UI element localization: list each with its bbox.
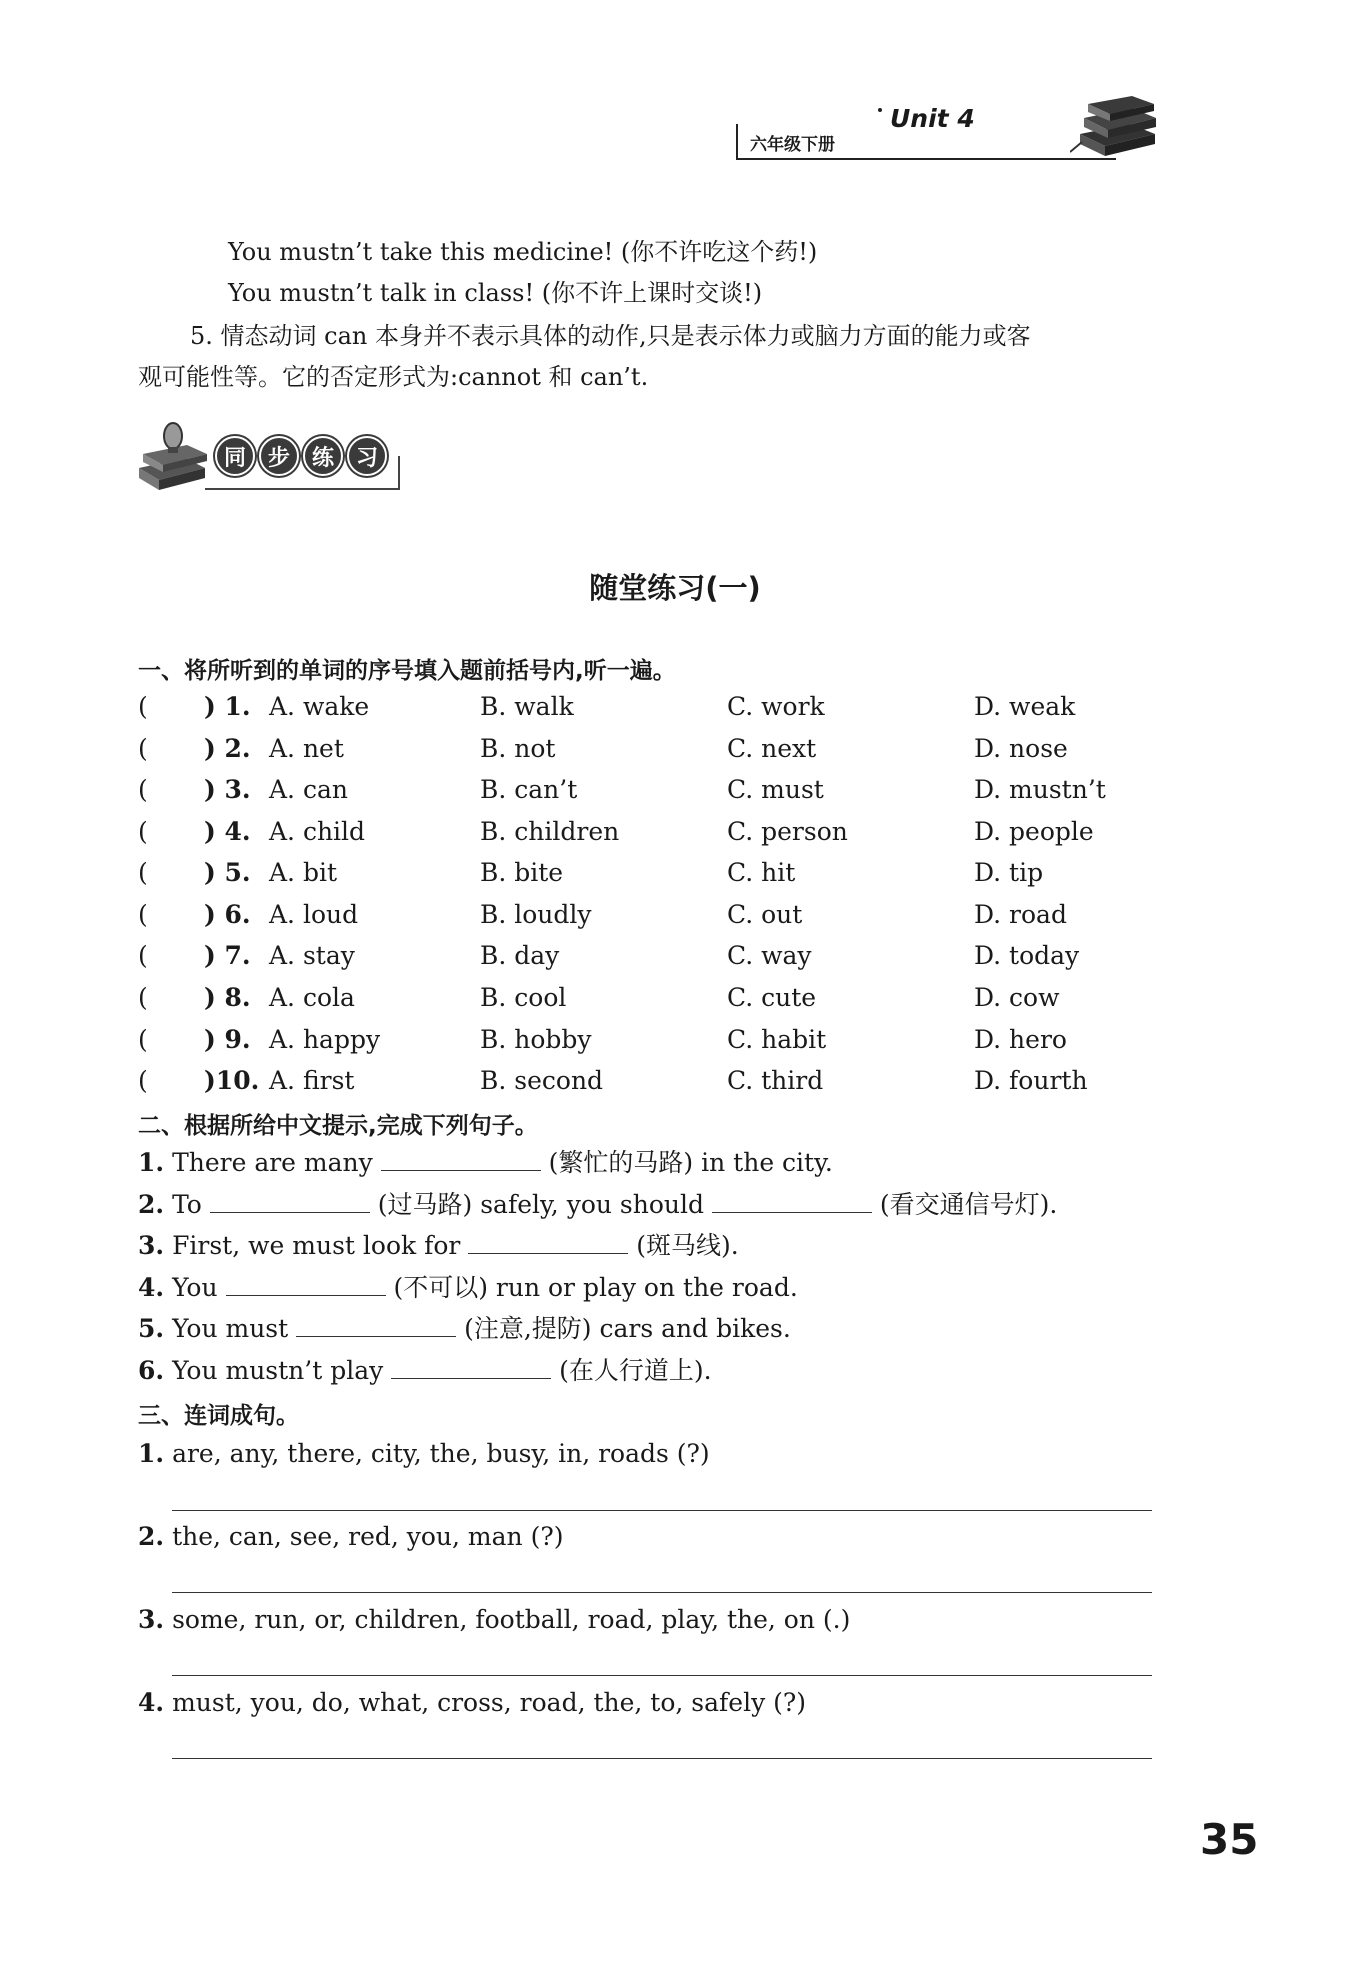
option-d: D. nose (974, 734, 1068, 763)
answer-blank[interactable] (468, 1231, 628, 1254)
option-c: C. person (727, 817, 848, 846)
section1-heading: 一、将所听到的单词的序号填入题前括号内,听一遍。 (138, 658, 676, 684)
option-b: B. can’t (480, 775, 578, 804)
option-a: A. cola (269, 983, 355, 1012)
paren-open: ( (138, 1025, 148, 1054)
answer-blank[interactable] (226, 1273, 386, 1296)
answer-blank[interactable] (296, 1314, 456, 1337)
list-item (138, 858, 1238, 898)
option-a: A. first (269, 1066, 355, 1095)
example-sentence-1: You mustn’t take this medicine! (你不许吃这个药!) (228, 238, 818, 266)
option-d: D. mustn’t (974, 775, 1106, 804)
example-sentence-2: You mustn’t talk in class! (你不许上课时交谈!) (228, 279, 763, 307)
banner-char: 练 (303, 436, 343, 476)
books-icon (1070, 94, 1160, 164)
option-d: D. hero (974, 1025, 1067, 1054)
option-c: C. third (727, 1066, 824, 1095)
answer-blank[interactable] (391, 1356, 551, 1379)
section3-heading: 三、连词成句。 (138, 1403, 299, 1429)
item-number: ) 4. (204, 817, 251, 846)
banner-char: 习 (347, 436, 387, 476)
item-number: ) 9. (204, 1025, 251, 1054)
option-a: A. net (269, 734, 344, 763)
item-number: ) 1. (204, 692, 251, 721)
option-d: D. weak (974, 692, 1076, 721)
word-order-3: 3. some, run, or, children, football, road, play, the, on (.) (138, 1605, 851, 1634)
header-dot (878, 108, 882, 112)
fill-sentence-1: 1. There are many (繁忙的马路) in the city. (138, 1148, 833, 1177)
answer-line[interactable] (172, 1758, 1152, 1759)
option-d: D. today (974, 941, 1080, 970)
item-number: ) 6. (204, 900, 251, 929)
option-d: D. cow (974, 983, 1060, 1012)
option-a: A. loud (269, 900, 359, 929)
option-a: A. can (269, 775, 348, 804)
fill-sentence-5: 5. You must (注意,提防) cars and bikes. (138, 1314, 791, 1343)
answer-line[interactable] (172, 1510, 1152, 1511)
banner-underline (205, 488, 400, 490)
word-order-2: 2. the, can, see, red, you, man (?) (138, 1522, 564, 1551)
option-d: D. road (974, 900, 1067, 929)
exercise-title: 随堂练习(一) (589, 571, 761, 605)
item-number: ) 8. (204, 983, 251, 1012)
fill-sentence-4: 4. You (不可以) run or play on the road. (138, 1273, 798, 1302)
option-b: B. not (480, 734, 556, 763)
banner-tick (398, 456, 400, 490)
option-c: C. work (727, 692, 825, 721)
word-order-1: 1. are, any, there, city, the, busy, in, roads (?) (138, 1439, 710, 1468)
option-a: A. child (269, 817, 366, 846)
option-c: C. must (727, 775, 824, 804)
paren-open: ( (138, 983, 148, 1012)
option-d: D. tip (974, 858, 1044, 887)
paren-open: ( (138, 1066, 148, 1095)
answer-blank[interactable] (210, 1190, 370, 1213)
paren-open: ( (138, 775, 148, 804)
word-order-4: 4. must, you, do, what, cross, road, the, to, safely (?) (138, 1688, 807, 1717)
list-item (138, 734, 1238, 774)
list-item (138, 983, 1238, 1023)
paren-open: ( (138, 734, 148, 763)
practice-banner (215, 436, 387, 476)
option-b: B. bite (480, 858, 564, 887)
paren-open: ( (138, 692, 148, 721)
item-number: ) 7. (204, 941, 251, 970)
list-item (138, 941, 1238, 981)
page-number: 35 (1200, 1815, 1259, 1864)
option-b: B. second (480, 1066, 604, 1095)
list-item (138, 692, 1238, 732)
list-item (138, 1066, 1238, 1106)
banner-char: 步 (259, 436, 299, 476)
option-a: A. bit (269, 858, 337, 887)
banner-char: 同 (215, 436, 255, 476)
answer-blank[interactable] (381, 1148, 541, 1171)
option-c: C. cute (727, 983, 817, 1012)
option-c: C. out (727, 900, 803, 929)
grammar-point-5: 5. 情态动词 can 本身并不表示具体的动作,只是表示体力或脑力方面的能力或客 (190, 322, 1031, 350)
option-d: D. fourth (974, 1066, 1088, 1095)
option-a: A. stay (269, 941, 355, 970)
option-d: D. people (974, 817, 1094, 846)
item-number: ) 2. (204, 734, 251, 763)
option-c: C. way (727, 941, 812, 970)
fill-sentence-2: 2. To (过马路) safely, you should (看交通信号灯). (138, 1190, 1058, 1219)
paren-open: ( (138, 900, 148, 929)
paren-open: ( (138, 941, 148, 970)
answer-line[interactable] (172, 1675, 1152, 1676)
item-number: ) 3. (204, 775, 251, 804)
option-b: B. hobby (480, 1025, 592, 1054)
option-c: C. hit (727, 858, 796, 887)
fill-sentence-3: 3. First, we must look for (斑马线). (138, 1231, 739, 1260)
header-unit: Unit 4 (890, 104, 975, 133)
fill-sentence-6: 6. You mustn’t play (在人行道上). (138, 1356, 712, 1385)
option-a: A. wake (269, 692, 370, 721)
option-b: B. loudly (480, 900, 592, 929)
header-rule (736, 158, 1116, 160)
section2-heading: 二、根据所给中文提示,完成下列句子。 (138, 1113, 538, 1139)
option-b: B. walk (480, 692, 574, 721)
list-item (138, 775, 1238, 815)
item-number: ) 5. (204, 858, 251, 887)
option-b: B. children (480, 817, 620, 846)
header-grade: 六年级下册 (750, 135, 835, 155)
answer-line[interactable] (172, 1592, 1152, 1593)
grammar-point-5-cont: 观可能性等。它的否定形式为:cannot 和 can’t. (138, 363, 649, 391)
option-c: C. habit (727, 1025, 827, 1054)
item-number: )10. (204, 1066, 260, 1095)
paren-open: ( (138, 858, 148, 887)
paren-open: ( (138, 817, 148, 846)
option-c: C. next (727, 734, 817, 763)
answer-blank[interactable] (712, 1190, 872, 1213)
option-b: B. day (480, 941, 560, 970)
option-b: B. cool (480, 983, 567, 1012)
list-item (138, 900, 1238, 940)
option-a: A. happy (269, 1025, 381, 1054)
list-item (138, 817, 1238, 857)
list-item (138, 1025, 1238, 1065)
